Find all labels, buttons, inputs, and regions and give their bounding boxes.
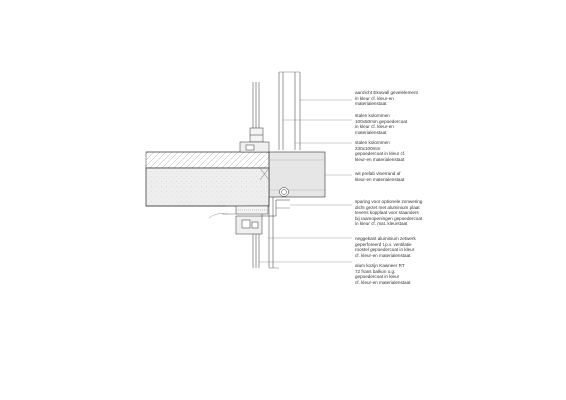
annotation-prefab-vloerrand: wit prefab vloerrand af kleur-en materialenstaat bbox=[355, 171, 405, 182]
annotation-aanzicht: aanzicht Ekowall gevelelement in kleur cf. kleur-en materialenstaat bbox=[355, 90, 418, 107]
annotation-alum-kozijn: alum kozijn Kawneer RT 72 frans balkon o.g. gepoedercoat in kleur cf. kleur-en materialenstaat bbox=[355, 263, 411, 285]
annotation-stalen-kolommen-1: stalen kolommen 100x50mm gepoedercoat in kleur cf. kleur-en materialenstaat bbox=[355, 113, 408, 135]
annotation-sparing-zonwering: sparing voor optionele zonwering dicht gezet met aluminium plaat tevens kopplaat voor staanders bij raamopeningen gepoedercoat in kleur cf. mat. kleurstaat bbox=[355, 199, 423, 227]
annotation-neggekant: neggekant aluminium zetwerk geperforeerd t.p.v. ventilatie roostel gepoedercoat in kleur cf. kleur-en materialenstaat bbox=[355, 236, 416, 258]
upper-window-frame bbox=[250, 82, 263, 142]
lower-window-frame bbox=[236, 216, 262, 268]
annotation-stalen-kolommen-2: stalen kolommen 230x100mm gepoedercoat in kleur cf. kleur-en materialenstaat bbox=[355, 140, 406, 162]
floor-slab bbox=[146, 152, 269, 206]
facade-lower bbox=[269, 197, 279, 268]
prefab-floor-edge bbox=[269, 152, 325, 197]
facade-column bbox=[279, 72, 300, 150]
